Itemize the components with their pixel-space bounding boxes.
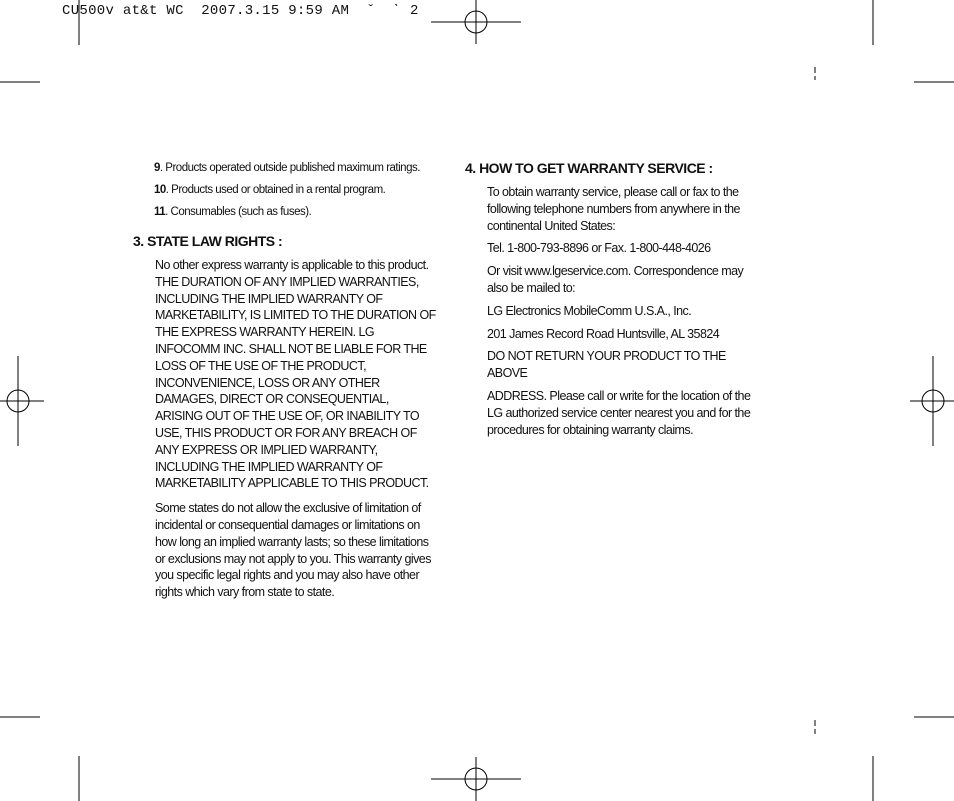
section-heading-state-law-rights: 3. STATE LAW RIGHTS : — [133, 233, 283, 249]
list-item-text: . Products operated outside published maximum ratings. — [159, 162, 420, 174]
warranty-website-paragraph: Or visit www.lgeservice.com. Correspondence may also be mailed to: — [487, 264, 744, 295]
section-heading-warranty-service: 4. HOW TO GET WARRANTY SERVICE : — [465, 160, 713, 176]
state-law-paragraph-1: No other express warranty is applicable to this product. THE DURATION OF ANY IMPLIED WARRANTIES, INCLUDING THE IMPLIED WARRANTY OF MARKETABILITY, IS LIMITED TO THE DURATION OF THE EXPRESS WARRANTY HEREIN. LG INFOCOMM INC. SHALL NOT BE LIABLE FOR THE LOSS OF THE USE OF THE PRODUCT, INCONVENIENCE, LOSS OR ANY OTHER DAMAGES, DIRECT OR CONSEQUENTIAL, ARISING OUT OF THE USE OF, OR INABILITY TO USE, THIS PRODUCT OR FOR ANY BREACH OF ANY EXPRESS OR IMPLIED WARRANTY, INCLUDING THE IMPLIED WARRANTY OF MARKETABILITY APPLICABLE TO THIS PRODUCT. — [155, 258, 436, 491]
list-item — [154, 183, 443, 197]
list-item-text: . Consumables (such as fuses). — [165, 206, 312, 218]
list-item — [154, 205, 443, 219]
service-center-paragraph: ADDRESS. Please call or write for the location of the LG authorized service center nearest you and for the procedures for obtaining warranty claims. — [487, 388, 751, 437]
print-slug-line: CU500v at&t WC 2007.3.15 9:59 AM ˇ ˋ 2 — [62, 3, 419, 19]
warranty-phone-numbers: Tel. 1-800-793-8896 or Fax. 1-800-448-4026 — [487, 241, 711, 256]
company-address: 201 James Record Road Huntsville, AL 35824 — [487, 326, 720, 341]
company-name: LG Electronics MobileComm U.S.A., Inc. — [487, 303, 692, 318]
list-item-number: 9 — [154, 162, 160, 174]
right-column — [465, 160, 775, 444]
list-item-number: 10 — [154, 184, 166, 196]
list-item-number: 11 — [154, 206, 166, 218]
do-not-return-notice: DO NOT RETURN YOUR PRODUCT TO THE ABOVE — [487, 349, 726, 381]
state-law-paragraph-2: Some states do not allow the exclusive of limitation of incidental or consequential damages or limitations on how long an implied warranty lasts; so these limitations or exclusions may not apply to you. This warranty gives you specific legal rights and you may also have other rights which vary from state to state. — [155, 501, 431, 600]
list-item-text: . Products used or obtained in a rental program. — [165, 184, 386, 196]
left-column — [133, 161, 443, 607]
list-item — [154, 161, 443, 175]
warranty-service-paragraph-1: To obtain warranty service, please call or fax to the following telephone numbers from anywhere in the continental United States: — [487, 185, 740, 233]
